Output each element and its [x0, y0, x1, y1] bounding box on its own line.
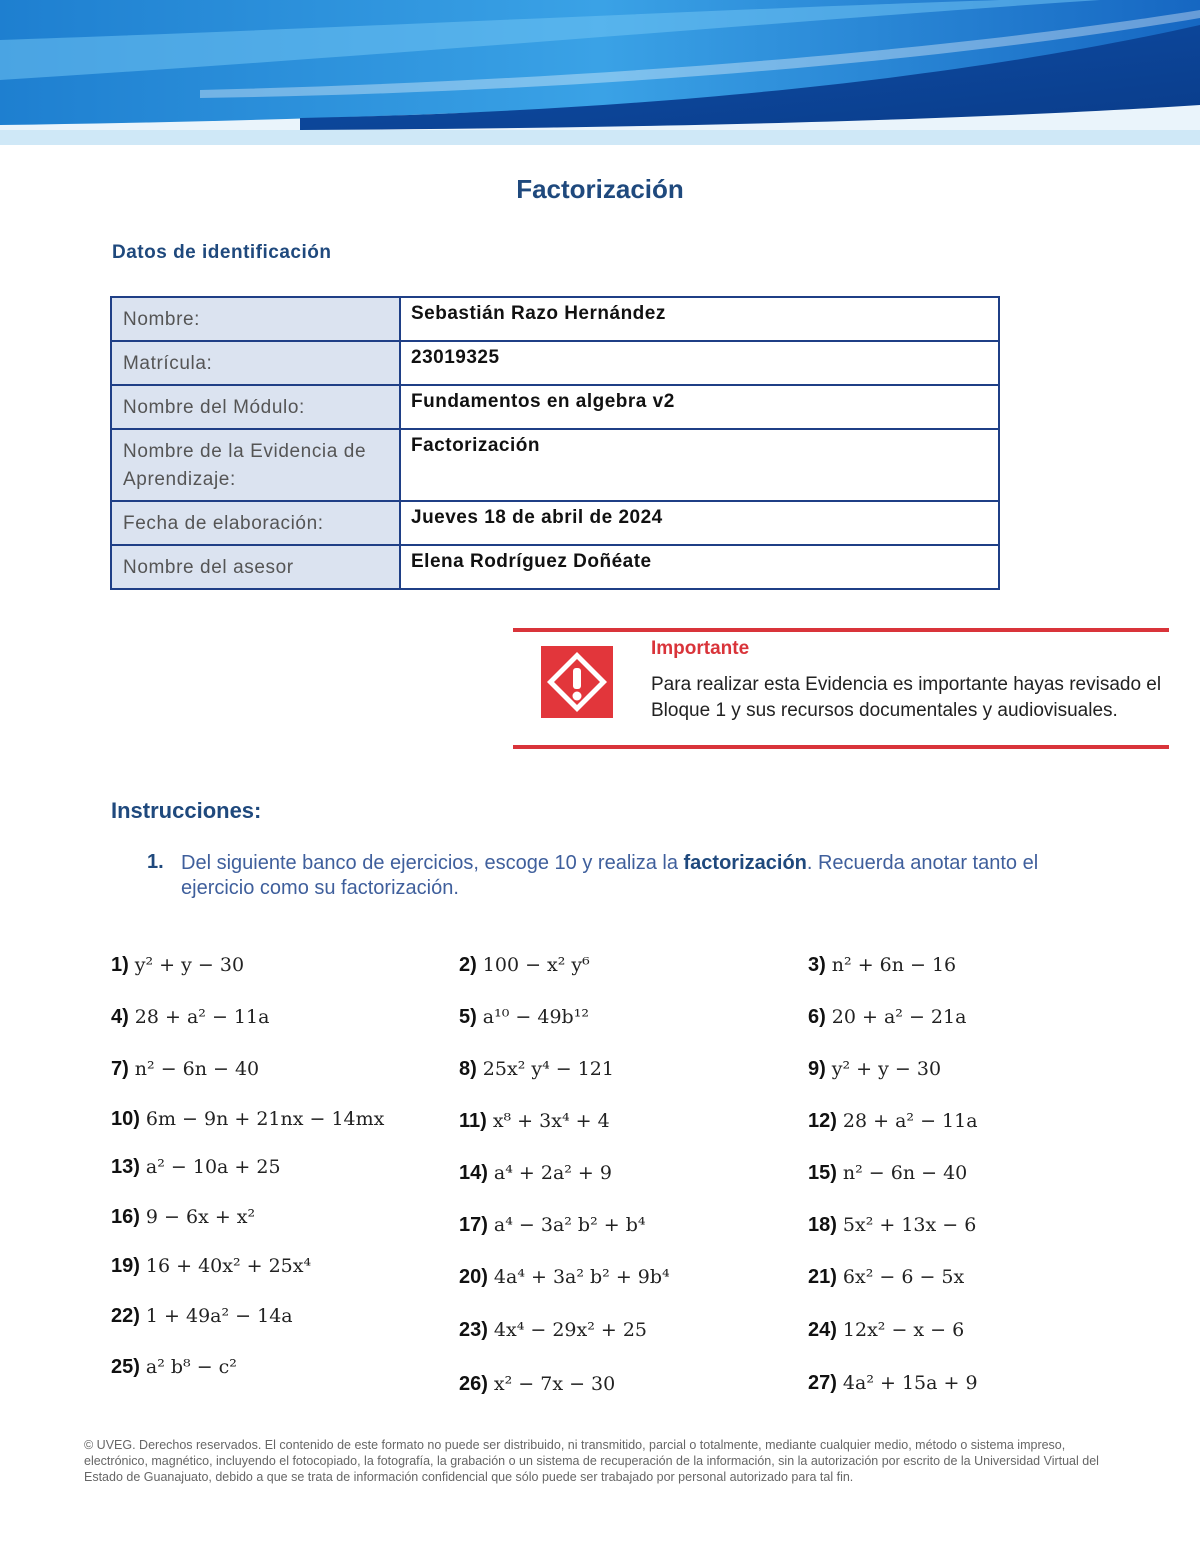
field-label: Matrícula: [111, 341, 400, 385]
exercise-expression: 16 + 40x² + 25x⁴ [145, 1255, 312, 1277]
exercise-expression: a² − 10a + 25 [145, 1156, 281, 1178]
header-banner [0, 0, 1200, 145]
exercise-item [111, 1058, 259, 1081]
table-row [111, 297, 999, 341]
table-row [111, 429, 999, 501]
exercise-number: 25) [111, 1356, 140, 1378]
instruction-text-end: . Recuerda anotar tanto el ejercicio como su factorización. [181, 852, 1039, 899]
table-row [111, 341, 999, 385]
table-row [111, 385, 999, 429]
exercise-item [111, 1356, 237, 1379]
exercise-expression: 5x² + 13x − 6 [842, 1214, 977, 1236]
field-label: Fecha de elaboración: [111, 501, 400, 545]
exercise-expression: 9 − 6x + x² [145, 1206, 256, 1228]
exercise-number: 8) [459, 1058, 477, 1080]
exercise-item [459, 1214, 645, 1237]
instruction-text-start: Del siguiente banco de ejercicios, escoge 10 y realiza la [181, 852, 684, 874]
exercise-item [808, 1372, 978, 1395]
exercise-number: 11) [459, 1110, 487, 1132]
exercise-expression: 28 + a² − 11a [842, 1110, 978, 1132]
field-label: Nombre: [111, 297, 400, 341]
exercise-item [111, 954, 244, 977]
exercise-item [459, 1266, 670, 1289]
exercise-item [808, 1110, 978, 1133]
exercise-item [459, 1162, 612, 1185]
exercise-number: 22) [111, 1305, 140, 1327]
exercise-item [111, 1305, 293, 1328]
field-label: Nombre de la Evidencia de Aprendizaje: [111, 429, 400, 501]
exercise-item [808, 1214, 976, 1237]
exercise-number: 18) [808, 1214, 837, 1236]
warning-icon [541, 646, 613, 718]
exercise-expression: a¹⁰ − 49b¹² [482, 1006, 589, 1028]
exercise-expression: 12x² − x − 6 [842, 1319, 965, 1341]
exercise-number: 23) [459, 1319, 488, 1341]
exercise-expression: 1 + 49a² − 14a [145, 1305, 293, 1327]
instruction-text [181, 851, 1111, 901]
page-title: Factorización [516, 174, 684, 204]
field-value: Jueves 18 de abril de 2024 [400, 501, 999, 545]
field-value: Fundamentos en algebra v2 [400, 385, 999, 429]
important-text: Para realizar esta Evidencia es importante hayas revisado el Bloque 1 y sus recursos documentales y audiovisuales. [651, 674, 1162, 721]
identification-table [110, 296, 1000, 590]
exercise-expression: 4a² + 15a + 9 [842, 1372, 978, 1394]
exercise-expression: 20 + a² − 21a [831, 1006, 967, 1028]
exercise-item [111, 1206, 255, 1229]
exercise-expression: 4a⁴ + 3a² b² + 9b⁴ [493, 1266, 670, 1288]
instruction-number: 1. [147, 851, 164, 873]
exercise-item [459, 1110, 610, 1133]
exercise-number: 1) [111, 954, 129, 976]
exercise-expression: n² − 6n − 40 [842, 1162, 968, 1184]
exercise-expression: a² b⁸ − c² [145, 1356, 237, 1378]
copyright-footer: © UVEG. Derechos reservados. El contenido de este formato no puede ser distribuido, ni transmitido, parcial o totalmente, mediante cualquier medio, método o sistema impreso, electrónico, magnético, incluyendo el fotocopiado, la fotografía, la grabación o un sistema de recuperación de la información, sin la autorización por escrito de la Universidad Virtual del Estado de Guanajuato, debido a que se trata de información confidencial que sólo puede ser trabajado por personal autorizado para tal fin. [84, 1438, 1099, 1484]
section-heading: Datos de identificación [112, 242, 332, 263]
exercise-item [459, 1006, 589, 1029]
instructions-heading: Instrucciones: [111, 798, 262, 823]
instruction-keyword: factorización [683, 852, 807, 874]
exercise-number: 10) [111, 1108, 140, 1130]
exercise-item [111, 1108, 384, 1131]
field-label: Nombre del Módulo: [111, 385, 400, 429]
exercise-item [111, 1156, 281, 1179]
exercise-number: 5) [459, 1006, 477, 1028]
exercise-number: 27) [808, 1372, 837, 1394]
exercise-expression: a⁴ − 3a² b² + b⁴ [493, 1214, 646, 1236]
exercise-item [459, 1373, 615, 1396]
exercise-expression: 100 − x² y⁶ [482, 954, 590, 976]
exercise-number: 16) [111, 1206, 140, 1228]
exercise-number: 14) [459, 1162, 488, 1184]
exercise-expression: y² + y − 30 [134, 954, 245, 976]
exercise-item [808, 1266, 964, 1289]
field-value: Elena Rodríguez Doñéate [400, 545, 999, 589]
exercise-number: 6) [808, 1006, 826, 1028]
exercise-number: 2) [459, 954, 477, 976]
exercise-number: 12) [808, 1110, 837, 1132]
exercise-number: 15) [808, 1162, 837, 1184]
exercise-expression: 28 + a² − 11a [134, 1006, 270, 1028]
exercise-expression: 6x² − 6 − 5x [842, 1266, 965, 1288]
exercise-number: 26) [459, 1373, 488, 1395]
exercise-item [808, 1058, 941, 1081]
exercise-expression: y² + y − 30 [831, 1058, 942, 1080]
exercise-number: 3) [808, 954, 826, 976]
field-label: Nombre del asesor [111, 545, 400, 589]
exercise-item [808, 954, 956, 977]
exercise-expression: n² − 6n − 40 [134, 1058, 260, 1080]
exercise-expression: 4x⁴ − 29x² + 25 [493, 1319, 648, 1341]
exercise-item [808, 1319, 964, 1342]
exercise-item [459, 1319, 647, 1342]
field-value: Sebastián Razo Hernández [400, 297, 999, 341]
exercise-number: 13) [111, 1156, 140, 1178]
exercise-item [808, 1006, 966, 1029]
exercise-number: 9) [808, 1058, 826, 1080]
exercise-expression: a⁴ + 2a² + 9 [493, 1162, 612, 1184]
exercise-expression: x⁸ + 3x⁴ + 4 [492, 1110, 610, 1132]
field-value: 23019325 [400, 341, 999, 385]
exercise-expression: 6m − 9n + 21nx − 14mx [145, 1108, 385, 1130]
exercise-number: 24) [808, 1319, 837, 1341]
exercise-expression: 25x² y⁴ − 121 [482, 1058, 614, 1080]
table-row [111, 545, 999, 589]
exercise-number: 7) [111, 1058, 129, 1080]
exercise-number: 21) [808, 1266, 837, 1288]
important-title: Importante [651, 638, 750, 659]
table-row [111, 501, 999, 545]
exercise-item [111, 1006, 269, 1029]
field-value: Factorización [400, 429, 999, 501]
exercise-item [808, 1162, 967, 1185]
important-bottom-rule [513, 745, 1169, 749]
exercise-item [459, 1058, 614, 1081]
exercise-item [459, 954, 590, 977]
exercise-expression: n² + 6n − 16 [831, 954, 957, 976]
exercise-number: 4) [111, 1006, 129, 1028]
exercise-number: 17) [459, 1214, 488, 1236]
exercise-number: 19) [111, 1255, 140, 1277]
important-top-rule [513, 628, 1169, 632]
exercise-number: 20) [459, 1266, 488, 1288]
exercise-item [111, 1255, 311, 1278]
exercise-expression: x² − 7x − 30 [493, 1373, 616, 1395]
